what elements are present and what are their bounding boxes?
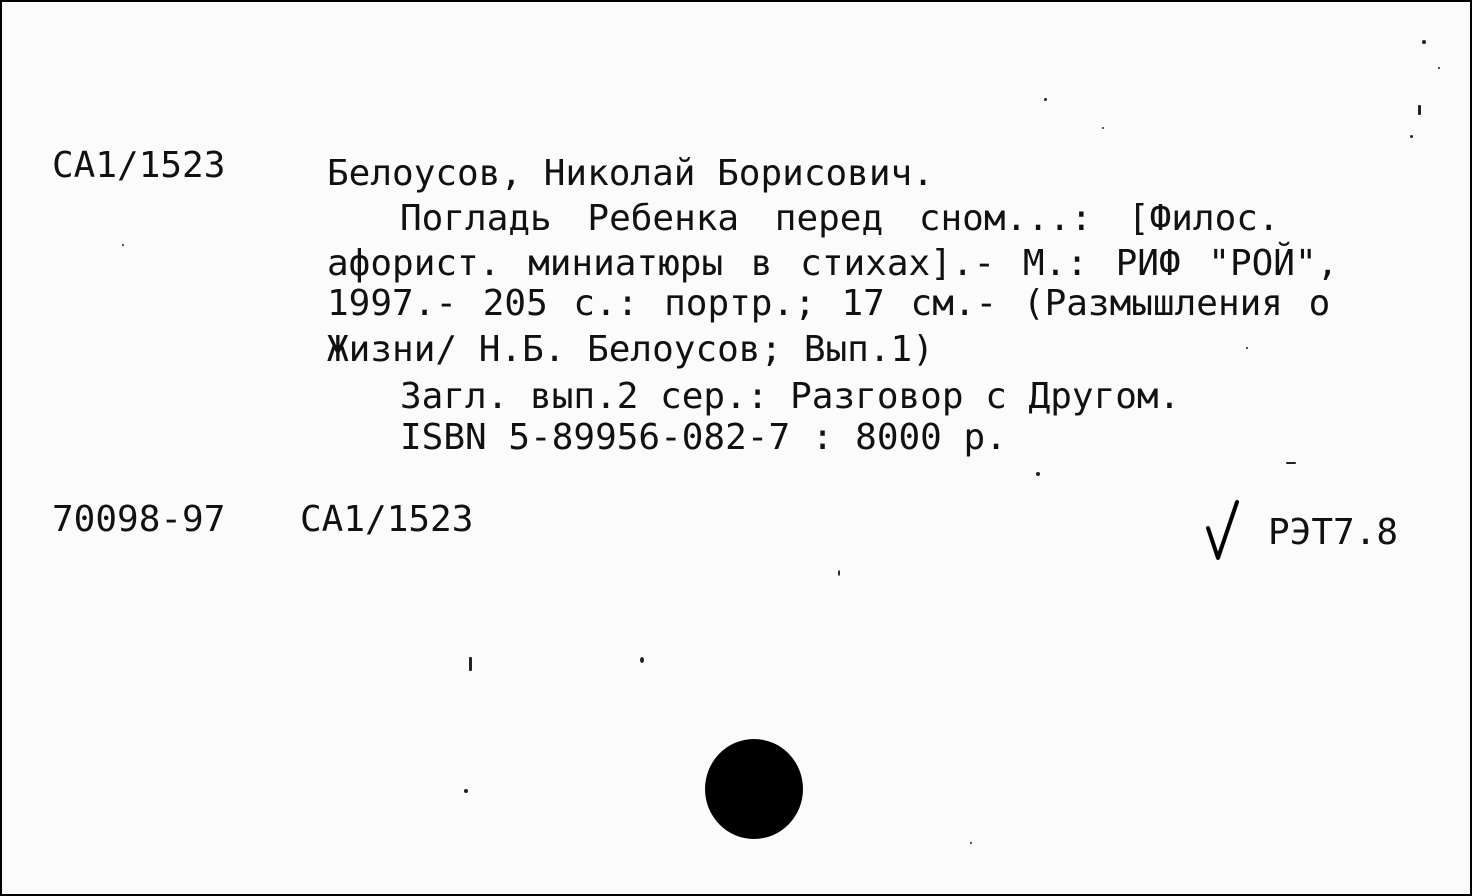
scan-speck bbox=[838, 570, 840, 576]
scan-speck bbox=[1418, 105, 1421, 115]
title-line-1: Погладь Ребенка перед сном...: [Филос. bbox=[400, 198, 1280, 239]
scan-speck bbox=[464, 789, 468, 793]
scan-speck bbox=[1422, 40, 1426, 44]
title-line-2: афорист. миниатюры в стихах].- М.: РИФ "РОЙ", bbox=[327, 243, 1339, 284]
scan-speck bbox=[469, 657, 472, 671]
scan-speck bbox=[1102, 127, 1104, 129]
scan-speck bbox=[122, 244, 124, 246]
classification-code: РЭТ7.8 bbox=[1268, 512, 1399, 553]
call-number: CA1/1523 bbox=[52, 145, 226, 186]
bottom-call-number: CA1/1523 bbox=[300, 499, 474, 540]
scan-speck bbox=[1044, 98, 1047, 101]
author-heading: Белоусов, Николай Борисович. bbox=[327, 153, 934, 194]
title-line-4: Жизни/ Н.Б. Белоусов; Вып.1) bbox=[327, 329, 934, 370]
punch-hole-icon bbox=[705, 739, 803, 839]
series-note: Загл. вып.2 сер.: Разговор с Другом. bbox=[400, 376, 1181, 417]
check-mark-icon bbox=[1206, 498, 1240, 564]
scan-speck bbox=[1438, 67, 1440, 69]
accession-number: 70098-97 bbox=[52, 499, 226, 540]
isbn-price: ISBN 5-89956-082-7 : 8000 р. bbox=[400, 417, 1007, 458]
title-line-3: 1997.- 205 с.: портр.; 17 см.- (Размышления о bbox=[327, 283, 1331, 324]
scan-speck bbox=[1036, 472, 1040, 476]
scan-speck bbox=[970, 842, 972, 844]
scan-speck bbox=[1246, 347, 1248, 349]
scan-speck bbox=[1286, 462, 1296, 464]
scan-speck bbox=[1410, 135, 1413, 138]
scan-speck bbox=[640, 657, 644, 663]
